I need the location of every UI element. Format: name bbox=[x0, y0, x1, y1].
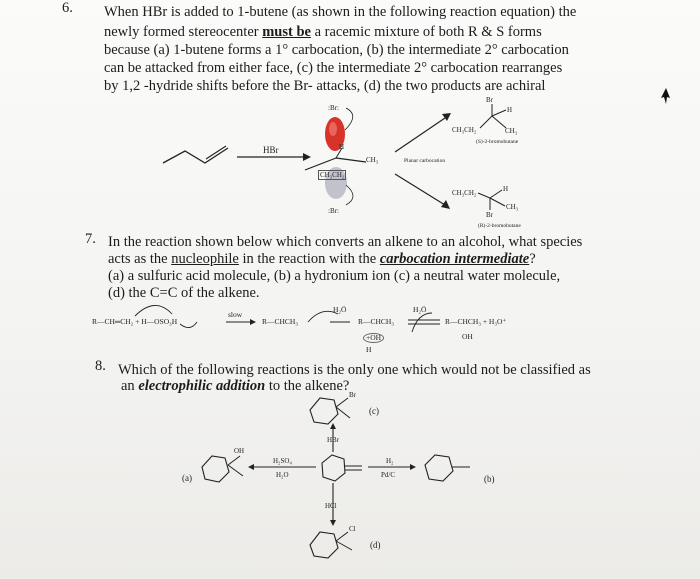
q8-line1: Which of the following reactions is the only one which would not be classified as bbox=[118, 362, 591, 378]
q7-line3: (a) a sulfuric acid molecule, (b) a hydronium ion (c) a neutral water molecule, bbox=[108, 268, 561, 284]
q7-number: 7. bbox=[85, 231, 96, 247]
q6-must-be: must be bbox=[262, 24, 311, 40]
q7-slow: slow bbox=[228, 310, 243, 319]
q6-h-bot: H bbox=[503, 185, 509, 193]
q6-line3: because (a) 1-butene forms a 1° carbocation, (b) the intermediate 2° carbocation bbox=[104, 42, 569, 58]
q8-reagent-hbr: HBr bbox=[327, 436, 340, 444]
q7-oxonium-h: H bbox=[366, 345, 372, 354]
q6-line5: by 1,2 -hydride shifts before the Br- attacks, (d) the two products are achiral bbox=[104, 78, 546, 94]
q8-electrophilic-addition: electrophilic addition bbox=[138, 378, 266, 394]
q6-ch3ch2-top: CH₃CH₂ bbox=[452, 126, 477, 134]
q6-reagent-hbr: HBr bbox=[263, 145, 279, 155]
q8-reagent-h2so4: H₂SO₄ bbox=[273, 457, 292, 465]
q8-reagent-hcl: HCl bbox=[325, 502, 337, 510]
q6-number: 6. bbox=[62, 0, 73, 16]
q8-reagent-h2o: H₂O bbox=[276, 471, 289, 479]
q7-line2-mid: in the reaction with the bbox=[238, 251, 380, 267]
q7-line2-text: acts as the bbox=[108, 251, 172, 267]
q6-r-product: (R)-2-bromobutane bbox=[478, 223, 521, 229]
q6-ch3-mid: CH₃ bbox=[366, 156, 379, 164]
q6-ch3-bot: CH₃ bbox=[506, 203, 519, 211]
q7-line1: In the reaction shown below which converts an alkene to an alcohol, what species bbox=[108, 234, 583, 250]
q6-line2-rest: a racemic mixture of both R & S forms bbox=[310, 24, 542, 40]
q8-reagent-h2: H₂ bbox=[386, 457, 394, 465]
q6-s-product: (S)-2-bromobutane bbox=[476, 139, 519, 145]
q7-line2-end: ? bbox=[529, 251, 536, 267]
q8-line2-text: an bbox=[121, 378, 139, 394]
q6-line1: When HBr is added to 1-butene (as shown in the following reaction equation) the bbox=[104, 4, 577, 20]
q6-h-top: H bbox=[507, 106, 513, 114]
q8-sub-cl: Cl bbox=[349, 525, 356, 533]
q6-ch3ch2-mid: CH₃CH₂ bbox=[320, 171, 345, 179]
q6-line2-text: newly formed stereocenter bbox=[104, 24, 263, 40]
q8-label-c: (c) bbox=[369, 406, 379, 416]
q6-br-product-top: Br bbox=[486, 96, 493, 104]
q7-oxonium-o: +OH bbox=[363, 333, 384, 343]
q6-br-top: :Br: bbox=[328, 104, 339, 112]
q7-carbocation: R—CHCH₃ bbox=[262, 317, 298, 326]
q8-line2-rest: to the alkene? bbox=[265, 378, 350, 394]
q8-label-a: (a) bbox=[182, 473, 192, 483]
q8-label-d: (d) bbox=[370, 540, 381, 550]
q7-product-oh: OH bbox=[462, 332, 473, 341]
q6-br-product-bot: Br bbox=[486, 211, 493, 219]
q7-line4: (d) the C=C of the alkene. bbox=[108, 285, 260, 301]
q7-water-2: H₂Ö bbox=[413, 305, 427, 314]
q8-number: 8. bbox=[95, 358, 106, 374]
q8-sub-oh: OH bbox=[234, 447, 245, 455]
q7-oxonium: R—CHCH₃ bbox=[358, 317, 394, 326]
q6-line4: can be attacked from either face, (c) the intermediate 2° carbocation rearranges bbox=[104, 60, 563, 76]
q6-ch3ch2-bot: CH₃CH₂ bbox=[452, 189, 477, 197]
q6-planar-label: Planar carbocation bbox=[404, 158, 446, 164]
q7-product: R—CHCH₃ + H₃O⁺ bbox=[445, 317, 507, 326]
q7-water-1: H₂Ö bbox=[333, 305, 347, 314]
q7-carbocation-intermediate: carbocation intermediate bbox=[379, 251, 530, 267]
q6-h-mid: H bbox=[339, 143, 345, 151]
q8-sub-br: Br bbox=[349, 391, 356, 399]
q6-ch3-top: CH₃ bbox=[505, 127, 518, 135]
q8-label-b: (b) bbox=[484, 474, 495, 484]
q7-nucleophile: nucleophile bbox=[171, 251, 239, 267]
q8-reagent-pdc: Pd/C bbox=[381, 471, 396, 479]
q6-br-bottom: :Br: bbox=[328, 207, 339, 215]
q7-alkene: R—CH═CH₂ + H—OSO₃H bbox=[92, 317, 178, 326]
